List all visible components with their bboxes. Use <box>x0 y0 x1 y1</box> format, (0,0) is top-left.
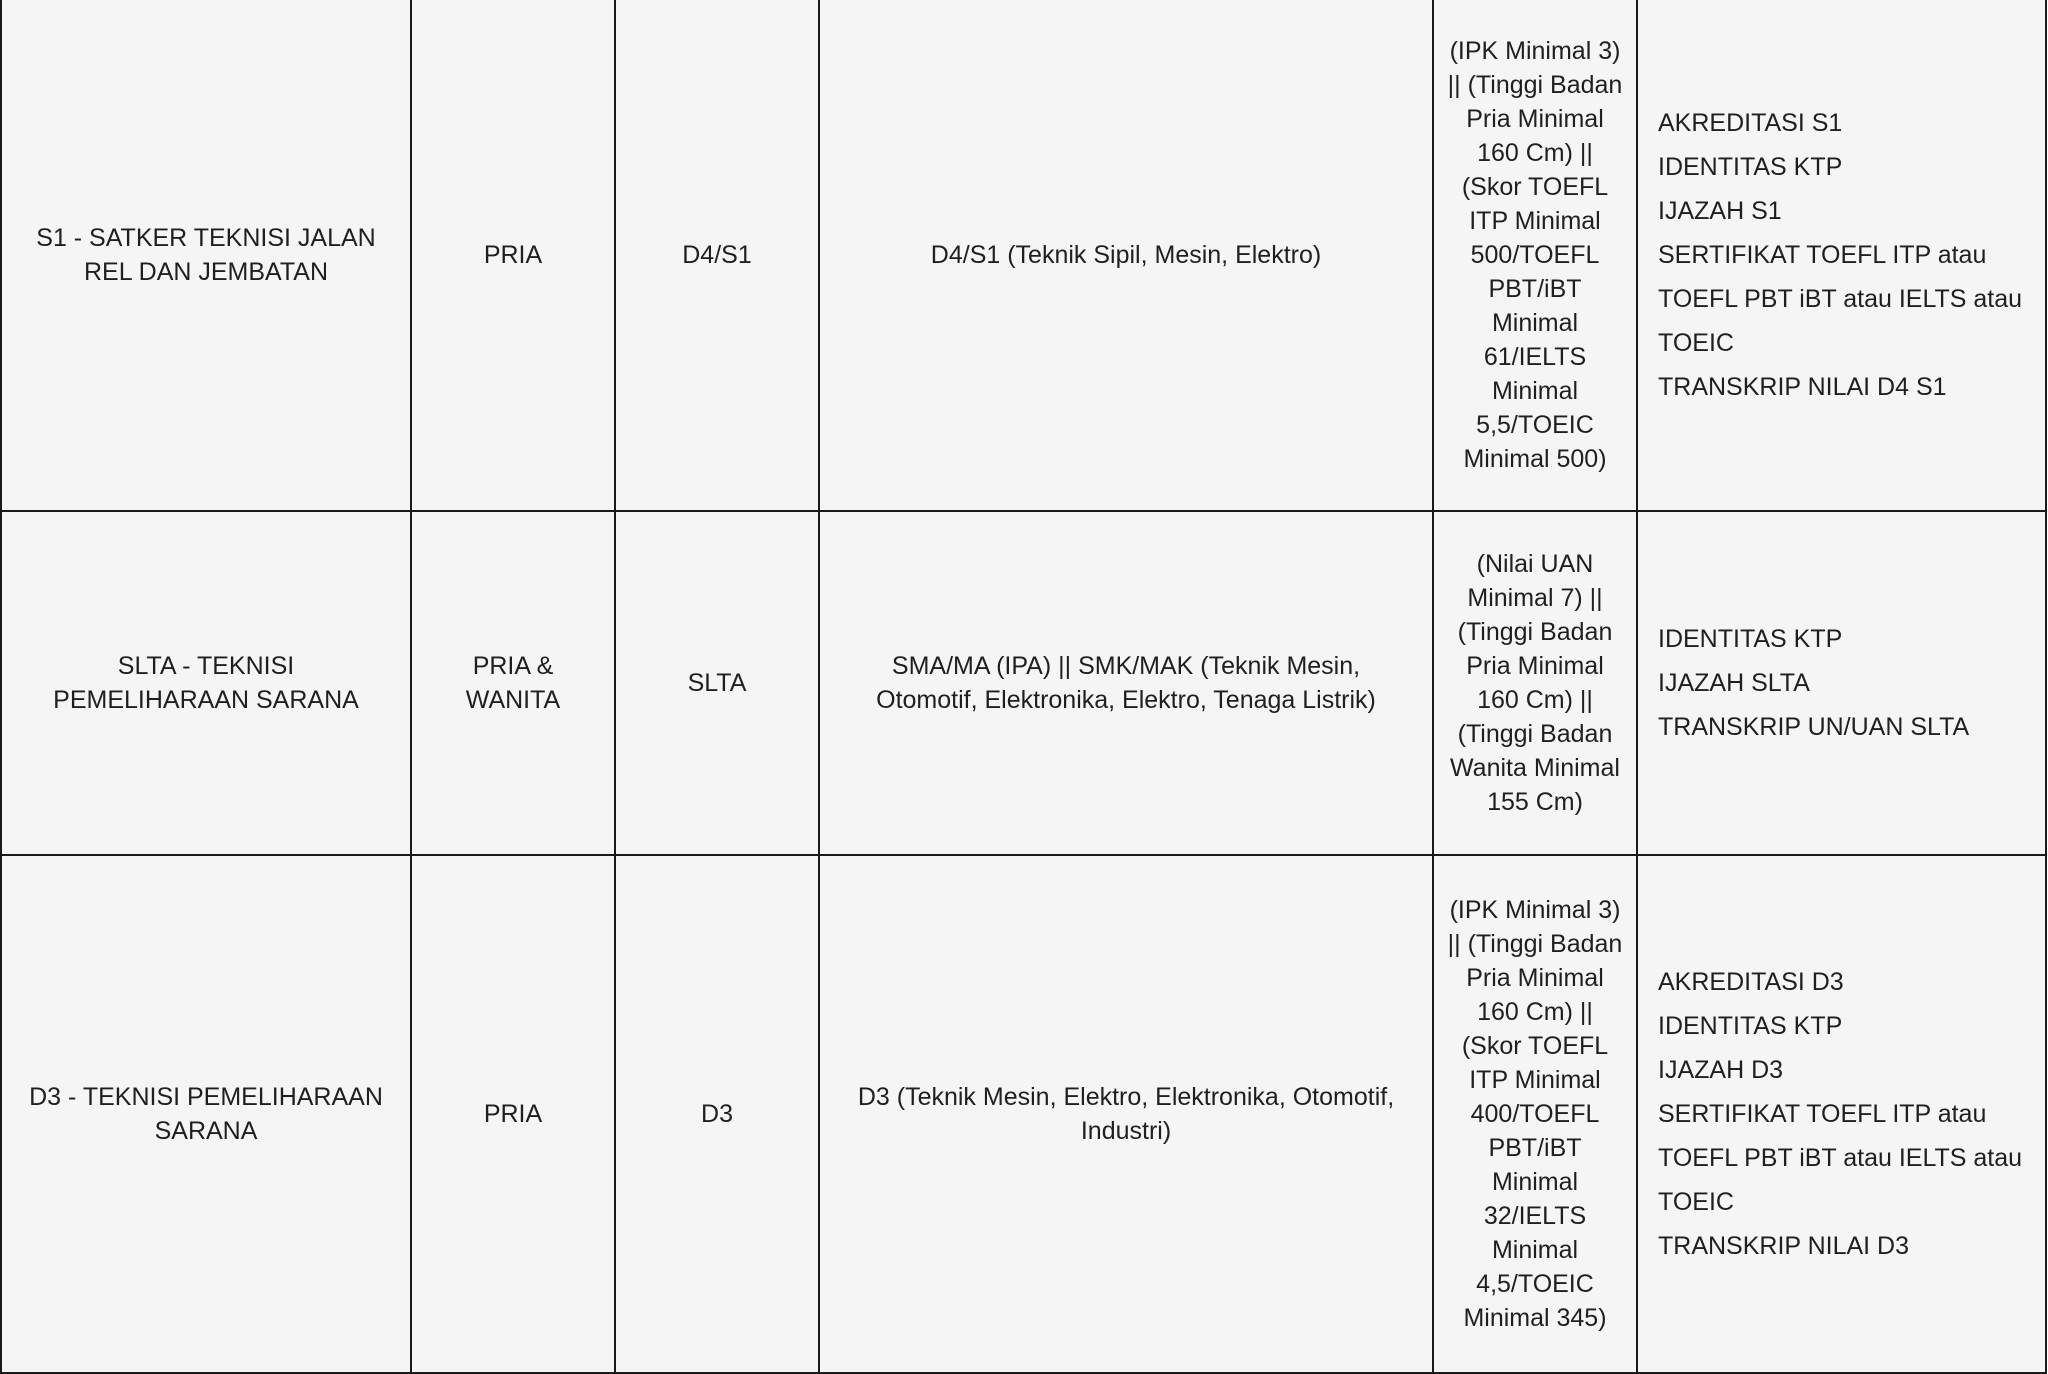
table-row <box>1 855 2046 1373</box>
documents-cell <box>1637 511 2046 855</box>
documents-list <box>1658 101 2027 409</box>
document-item: TRANSKRIP NILAI D4 S1 <box>1658 373 1947 401</box>
documents-list <box>1658 617 2027 749</box>
gender-cell: PRIA & WANITA <box>411 511 615 855</box>
education-level-cell: SLTA <box>615 511 819 855</box>
document-item: AKREDITASI S1 <box>1658 109 1843 137</box>
position-cell: S1 - SATKER TEKNISI JALAN REL DAN JEMBATAN <box>1 0 411 511</box>
table-row <box>1 511 2046 855</box>
requirements-cell: (IPK Minimal 3) || (Tinggi Badan Pria Minimal 160 Cm) || (Skor TOEFL ITP Minimal 500/TOEFL PBT/iBT Minimal 61/IELTS Minimal 5,5/TOEIC Minimal 500) <box>1433 0 1637 511</box>
document-item: IDENTITAS KTP <box>1658 1012 1843 1040</box>
document-item: AKREDITASI D3 <box>1658 968 1844 996</box>
majors-cell: D3 (Teknik Mesin, Elektro, Elektronika, Otomotif, Industri) <box>819 855 1433 1373</box>
document-item: IDENTITAS KTP <box>1658 153 1843 181</box>
requirements-cell: (IPK Minimal 3) || (Tinggi Badan Pria Minimal 160 Cm) || (Skor TOEFL ITP Minimal 400/TOEFL PBT/iBT Minimal 32/IELTS Minimal 4,5/TOEIC Minimal 345) <box>1433 855 1637 1373</box>
document-item: IDENTITAS KTP <box>1658 625 1843 653</box>
education-level-cell: D4/S1 <box>615 0 819 511</box>
documents-cell <box>1637 855 2046 1373</box>
gender-cell: PRIA <box>411 0 615 511</box>
document-item: IJAZAH SLTA <box>1658 669 1810 697</box>
position-cell: D3 - TEKNISI PEMELIHARAAN SARANA <box>1 855 411 1373</box>
table-row <box>1 0 2046 511</box>
document-item: SERTIFIKAT TOEFL ITP atau TOEFL PBT iBT atau IELTS atau TOEIC <box>1658 241 2023 357</box>
document-item: IJAZAH S1 <box>1658 197 1782 225</box>
majors-cell: SMA/MA (IPA) || SMK/MAK (Teknik Mesin, Otomotif, Elektronika, Elektro, Tenaga Listrik) <box>819 511 1433 855</box>
documents-cell <box>1637 0 2046 511</box>
document-item: IJAZAH D3 <box>1658 1056 1784 1084</box>
majors-cell: D4/S1 (Teknik Sipil, Mesin, Elektro) <box>819 0 1433 511</box>
gender-cell: PRIA <box>411 855 615 1373</box>
education-level-cell: D3 <box>615 855 819 1373</box>
document-item: SERTIFIKAT TOEFL ITP atau TOEFL PBT iBT atau IELTS atau TOEIC <box>1658 1100 2023 1216</box>
documents-list <box>1658 960 2027 1268</box>
position-cell: SLTA - TEKNISI PEMELIHARAAN SARANA <box>1 511 411 855</box>
document-item: TRANSKRIP NILAI D3 <box>1658 1232 1910 1260</box>
requirements-cell: (Nilai UAN Minimal 7) || (Tinggi Badan Pria Minimal 160 Cm) || (Tinggi Badan Wanita Minimal 155 Cm) <box>1433 511 1637 855</box>
document-item: TRANSKRIP UN/UAN SLTA <box>1658 713 1970 741</box>
